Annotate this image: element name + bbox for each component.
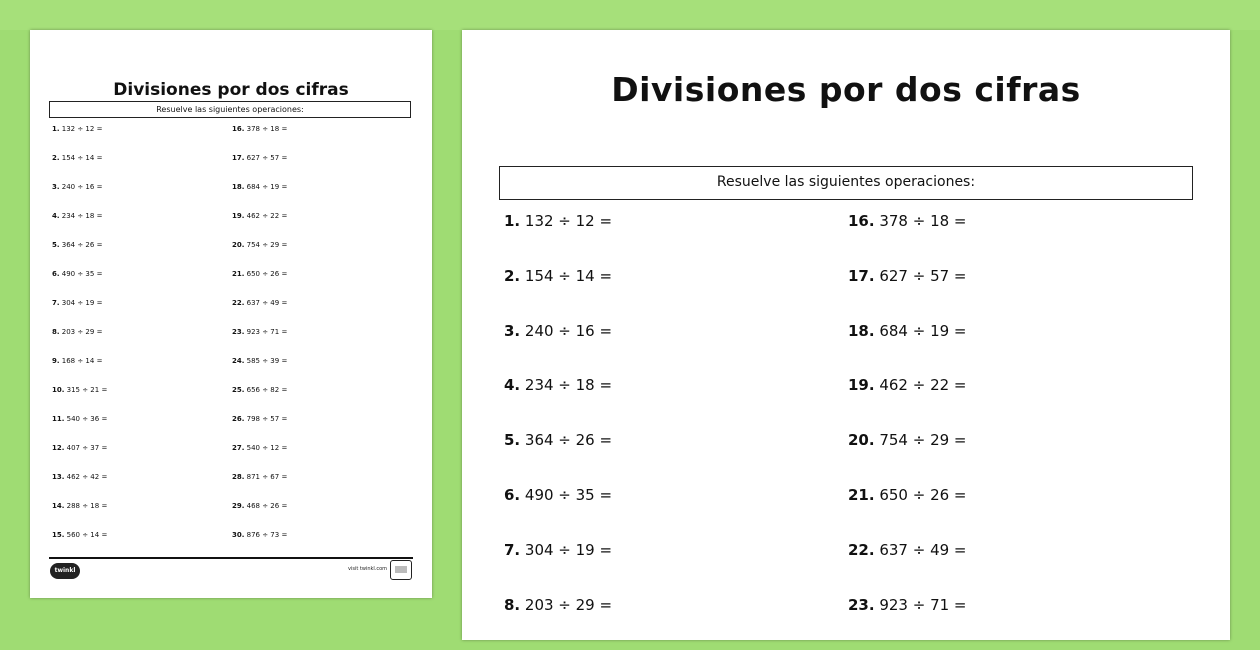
problem-expression: 684 ÷ 19 =: [244, 183, 288, 191]
problem-number: 6.: [52, 270, 60, 278]
problem-expression: 871 ÷ 67 =: [244, 473, 288, 481]
preview-title: Divisiones por dos cifras: [113, 80, 349, 100]
problem-expression: 468 ÷ 26 =: [244, 502, 288, 510]
problem-number: 20.: [232, 241, 245, 249]
problem-item: [232, 270, 287, 299]
preview-footer-rule: [49, 557, 413, 559]
problem-item: [504, 486, 612, 541]
problem-number: 6.: [504, 485, 521, 504]
problem-item: [52, 444, 107, 473]
badge-icon: [390, 560, 412, 580]
problem-item: [232, 328, 287, 357]
worksheet-preview-page: [30, 30, 432, 598]
problem-item: [52, 212, 107, 241]
problem-expression: 240 ÷ 16 =: [520, 321, 613, 340]
zoomed-right-column: [848, 212, 967, 650]
problem-number: 2.: [52, 154, 60, 162]
problem-number: 12.: [52, 444, 65, 452]
problem-item: [848, 322, 967, 377]
problem-number: 17.: [848, 266, 875, 285]
problem-number: 23.: [232, 328, 245, 336]
problem-number: 19.: [232, 212, 245, 220]
problem-item: [848, 431, 967, 486]
problem-expression: 304 ÷ 19 =: [59, 299, 103, 307]
problem-expression: 585 ÷ 39 =: [244, 357, 288, 365]
problem-number: 19.: [848, 376, 875, 395]
problem-number: 24.: [232, 357, 245, 365]
problem-number: 17.: [232, 154, 245, 162]
problem-item: [232, 531, 287, 560]
problem-expression: 650 ÷ 26 =: [244, 270, 288, 278]
problem-item: [232, 357, 287, 386]
problem-expression: 490 ÷ 35 =: [59, 270, 103, 278]
problem-number: 3.: [504, 321, 521, 340]
problem-number: 16.: [232, 125, 245, 133]
problem-number: 13.: [52, 473, 65, 481]
problem-item: [232, 502, 287, 531]
preview-left-column: [52, 125, 107, 560]
problem-expression: 923 ÷ 71 =: [874, 595, 967, 614]
problem-expression: 637 ÷ 49 =: [244, 299, 288, 307]
problem-expression: 240 ÷ 16 =: [59, 183, 103, 191]
problem-item: [848, 596, 967, 650]
problem-number: 8.: [504, 595, 521, 614]
problem-expression: 798 ÷ 57 =: [244, 415, 288, 423]
problem-expression: 637 ÷ 49 =: [874, 540, 967, 559]
problem-expression: 364 ÷ 26 =: [520, 431, 613, 450]
problem-item: [232, 386, 287, 415]
problem-expression: 923 ÷ 71 =: [244, 328, 288, 336]
problem-expression: 378 ÷ 18 =: [244, 125, 288, 133]
problem-number: 5.: [504, 431, 521, 450]
problem-item: [848, 376, 967, 431]
preview-right-column: [232, 125, 287, 560]
problem-expression: 132 ÷ 12 =: [59, 125, 103, 133]
problem-expression: 627 ÷ 57 =: [244, 154, 288, 162]
background-band-top: [0, 0, 1260, 30]
problem-number: 26.: [232, 415, 245, 423]
problem-expression: 684 ÷ 19 =: [874, 321, 967, 340]
problem-number: 4.: [52, 212, 60, 220]
problem-item: [848, 541, 967, 596]
problem-number: 27.: [232, 444, 245, 452]
problem-item: [504, 431, 612, 486]
problem-number: 3.: [52, 183, 60, 191]
problem-item: [52, 125, 107, 154]
problem-item: [504, 376, 612, 431]
problem-expression: 203 ÷ 29 =: [59, 328, 103, 336]
instructions-box: Resuelve las siguientes operaciones:: [499, 166, 1193, 200]
problem-number: 5.: [52, 241, 60, 249]
problem-expression: 462 ÷ 42 =: [64, 473, 108, 481]
problem-number: 10.: [52, 386, 65, 394]
problem-number: 28.: [232, 473, 245, 481]
problem-expression: 378 ÷ 18 =: [874, 212, 967, 230]
twinkl-logo-icon: twinkl: [50, 563, 80, 579]
problem-item: [52, 299, 107, 328]
problem-item: [232, 125, 287, 154]
problem-item: [232, 299, 287, 328]
problem-number: 23.: [848, 595, 875, 614]
problem-number: 16.: [848, 212, 875, 230]
problem-number: 1.: [504, 212, 521, 230]
problem-item: [52, 386, 107, 415]
problem-expression: 132 ÷ 12 =: [520, 212, 613, 230]
problem-number: 18.: [848, 321, 875, 340]
problem-item: [52, 502, 107, 531]
problem-expression: 627 ÷ 57 =: [874, 266, 967, 285]
problem-number: 21.: [848, 485, 875, 504]
worksheet-zoomed-page: [462, 30, 1230, 640]
problem-item: [848, 267, 967, 322]
problem-item: [52, 328, 107, 357]
problem-item: [504, 212, 612, 267]
problem-expression: 462 ÷ 22 =: [874, 376, 967, 395]
problem-expression: 364 ÷ 26 =: [59, 241, 103, 249]
problem-number: 21.: [232, 270, 245, 278]
problem-number: 15.: [52, 531, 65, 539]
problem-expression: 154 ÷ 14 =: [520, 266, 613, 285]
problem-number: 29.: [232, 502, 245, 510]
problem-number: 2.: [504, 266, 521, 285]
preview-instructions-box: Resuelve las siguientes operaciones:: [49, 101, 411, 118]
problem-expression: 154 ÷ 14 =: [59, 154, 103, 162]
problem-expression: 656 ÷ 82 =: [244, 386, 288, 394]
problem-expression: 462 ÷ 22 =: [244, 212, 288, 220]
problem-item: [52, 241, 107, 270]
problem-item: [232, 212, 287, 241]
problem-expression: 490 ÷ 35 =: [520, 485, 613, 504]
problem-item: [232, 444, 287, 473]
problem-number: 22.: [232, 299, 245, 307]
problem-expression: 650 ÷ 26 =: [874, 485, 967, 504]
preview-footer-site: visit twinkl.com: [348, 566, 388, 572]
problem-number: 1.: [52, 125, 60, 133]
problem-expression: 304 ÷ 19 =: [520, 540, 613, 559]
problem-number: 25.: [232, 386, 245, 394]
problem-expression: 234 ÷ 18 =: [520, 376, 613, 395]
problem-number: 14.: [52, 502, 65, 510]
problem-expression: 234 ÷ 18 =: [59, 212, 103, 220]
problem-item: [52, 183, 107, 212]
problem-number: 30.: [232, 531, 245, 539]
problem-item: [232, 183, 287, 212]
problem-item: [52, 473, 107, 502]
page-title: Divisiones por dos cifras: [611, 70, 1081, 109]
problem-item: [232, 241, 287, 270]
problem-expression: 876 ÷ 73 =: [244, 531, 288, 539]
problem-item: [504, 596, 612, 650]
problem-item: [52, 357, 107, 386]
problem-expression: 540 ÷ 12 =: [244, 444, 288, 452]
problem-expression: 315 ÷ 21 =: [64, 386, 108, 394]
problem-number: 20.: [848, 431, 875, 450]
problem-number: 8.: [52, 328, 60, 336]
problem-expression: 168 ÷ 14 =: [59, 357, 103, 365]
problem-expression: 754 ÷ 29 =: [874, 431, 967, 450]
problem-item: [52, 270, 107, 299]
problem-expression: 540 ÷ 36 =: [64, 415, 108, 423]
problem-expression: 288 ÷ 18 =: [64, 502, 108, 510]
problem-number: 22.: [848, 540, 875, 559]
problem-item: [504, 322, 612, 377]
problem-number: 7.: [504, 540, 521, 559]
problem-number: 9.: [52, 357, 60, 365]
problem-item: [504, 541, 612, 596]
problem-number: 11.: [52, 415, 65, 423]
problem-number: 7.: [52, 299, 60, 307]
problem-item: [52, 415, 107, 444]
problem-expression: 754 ÷ 29 =: [244, 241, 288, 249]
problem-item: [232, 473, 287, 502]
problem-number: 18.: [232, 183, 245, 191]
problem-item: [848, 212, 967, 267]
problem-item: [232, 154, 287, 183]
problem-expression: 407 ÷ 37 =: [64, 444, 108, 452]
problem-item: [232, 415, 287, 444]
problem-item: [52, 154, 107, 183]
problem-number: 4.: [504, 376, 521, 395]
problem-item: [504, 267, 612, 322]
problem-expression: 560 ÷ 14 =: [64, 531, 108, 539]
problem-expression: 203 ÷ 29 =: [520, 595, 613, 614]
problem-item: [52, 531, 107, 560]
problem-item: [848, 486, 967, 541]
zoomed-left-column: [504, 212, 612, 650]
